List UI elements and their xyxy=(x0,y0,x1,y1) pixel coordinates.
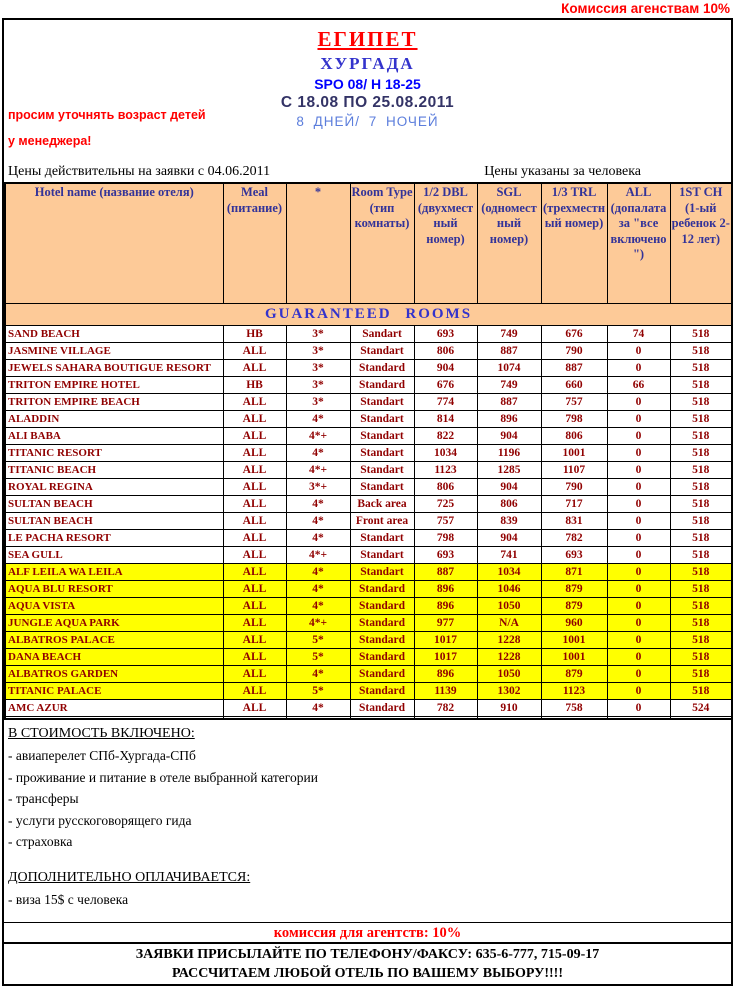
cell-sgl: 896 xyxy=(477,410,541,427)
table-row xyxy=(5,325,732,342)
cell-sgl: 1046 xyxy=(477,580,541,597)
cell-room: Standart xyxy=(350,427,414,444)
cell-dbl: 757 xyxy=(414,512,477,529)
cell-room: Standard xyxy=(350,665,414,682)
cell-ch: 518 xyxy=(670,563,732,580)
cell-all: 0 xyxy=(607,427,670,444)
cell-name: TRITON EMPIRE HOTEL xyxy=(5,376,223,393)
table-row xyxy=(5,546,732,563)
cell-ch: 518 xyxy=(670,682,732,699)
stub-cell xyxy=(5,716,223,719)
cell-name: SULTAN BEACH xyxy=(5,512,223,529)
cell-trl: 871 xyxy=(541,563,607,580)
stub-cell xyxy=(350,716,414,719)
cell-trl: 879 xyxy=(541,580,607,597)
sheet-footer xyxy=(4,922,731,984)
cell-stars: 4* xyxy=(286,444,350,461)
cell-ch: 518 xyxy=(670,342,732,359)
cell-trl: 1001 xyxy=(541,444,607,461)
cell-stars: 4* xyxy=(286,495,350,512)
cell-meal: ALL xyxy=(223,580,286,597)
cell-trl: 660 xyxy=(541,376,607,393)
cell-name: ALBATROS PALACE xyxy=(5,631,223,648)
table-row xyxy=(5,563,732,580)
cell-room: Front area xyxy=(350,512,414,529)
cell-name: TITANIC RESORT xyxy=(5,444,223,461)
table-row xyxy=(5,699,732,716)
cell-trl: 790 xyxy=(541,342,607,359)
cell-meal: ALL xyxy=(223,427,286,444)
cell-trl: 806 xyxy=(541,427,607,444)
table-row xyxy=(5,512,732,529)
cell-trl: 676 xyxy=(541,325,607,342)
cell-sgl: 1285 xyxy=(477,461,541,478)
table-row xyxy=(5,359,732,376)
cell-all: 0 xyxy=(607,461,670,478)
cell-sgl: 904 xyxy=(477,427,541,444)
cell-stars: 4* xyxy=(286,410,350,427)
cell-all: 0 xyxy=(607,393,670,410)
cell-meal: ALL xyxy=(223,597,286,614)
cell-dbl: 977 xyxy=(414,614,477,631)
cell-all: 66 xyxy=(607,376,670,393)
cell-ch: 518 xyxy=(670,376,732,393)
cell-room: Standart xyxy=(350,546,414,563)
cell-dbl: 798 xyxy=(414,529,477,546)
cell-name: SULTAN BEACH xyxy=(5,495,223,512)
table-row xyxy=(5,410,732,427)
col-meal: Meal (питание) xyxy=(223,183,286,303)
table-row xyxy=(5,495,732,512)
stub-cell xyxy=(286,716,350,719)
cell-sgl: 887 xyxy=(477,342,541,359)
trip-duration: 8 ДНЕЙ/ 7 НОЧЕЙ xyxy=(296,114,439,129)
cell-trl: 1001 xyxy=(541,648,607,665)
cell-stars: 4* xyxy=(286,699,350,716)
cell-all: 0 xyxy=(607,563,670,580)
children-age-note xyxy=(8,102,258,154)
cell-trl: 693 xyxy=(541,546,607,563)
cell-dbl: 896 xyxy=(414,665,477,682)
cell-ch: 518 xyxy=(670,359,732,376)
cell-meal: ALL xyxy=(223,461,286,478)
cell-trl: 879 xyxy=(541,665,607,682)
included-items xyxy=(8,745,731,853)
stub-cell xyxy=(607,716,670,719)
cell-all: 0 xyxy=(607,529,670,546)
cell-trl: 879 xyxy=(541,597,607,614)
cell-all: 0 xyxy=(607,631,670,648)
cell-stars: 4*+ xyxy=(286,614,350,631)
cell-trl: 1123 xyxy=(541,682,607,699)
cell-name: TRITON EMPIRE BEACH xyxy=(5,393,223,410)
table-row xyxy=(5,376,732,393)
cell-dbl: 896 xyxy=(414,580,477,597)
cell-room: Standart xyxy=(350,342,414,359)
table-row xyxy=(5,529,732,546)
cell-sgl: 749 xyxy=(477,325,541,342)
list-item: - трансферы xyxy=(8,791,79,806)
guaranteed-rooms-label: GUARANTEED ROOMS xyxy=(5,303,732,325)
cell-meal: ALL xyxy=(223,495,286,512)
cell-ch: 518 xyxy=(670,546,732,563)
table-row xyxy=(5,614,732,631)
cell-stars: 4* xyxy=(286,580,350,597)
cell-all: 0 xyxy=(607,410,670,427)
cell-dbl: 806 xyxy=(414,342,477,359)
cell-name: DANA BEACH xyxy=(5,648,223,665)
cell-trl: 717 xyxy=(541,495,607,512)
children-age-note-line2: у менеджера! xyxy=(8,134,92,148)
cell-ch: 518 xyxy=(670,444,732,461)
cell-name: SAND BEACH xyxy=(5,325,223,342)
cell-room: Standard xyxy=(350,699,414,716)
col-stars: * xyxy=(286,183,350,303)
cell-dbl: 1123 xyxy=(414,461,477,478)
cell-all: 0 xyxy=(607,512,670,529)
cell-ch: 518 xyxy=(670,665,732,682)
list-item: - проживание и питание в отеле выбранной категории xyxy=(8,769,318,785)
list-item: - авиаперелет СПб-Хургада-СПб xyxy=(8,748,196,763)
cell-room: Standard xyxy=(350,597,414,614)
cell-all: 0 xyxy=(607,546,670,563)
cell-sgl: 741 xyxy=(477,546,541,563)
cell-dbl: 693 xyxy=(414,546,477,563)
cell-sgl: 910 xyxy=(477,699,541,716)
cell-dbl: 676 xyxy=(414,376,477,393)
cell-meal: ALL xyxy=(223,444,286,461)
cell-dbl: 782 xyxy=(414,699,477,716)
cell-meal: ALL xyxy=(223,478,286,495)
cell-room: Standart xyxy=(350,393,414,410)
cell-name: ALADDIN xyxy=(5,410,223,427)
cell-dbl: 693 xyxy=(414,325,477,342)
city-title: ХУРГАДА xyxy=(320,54,415,73)
cell-ch: 518 xyxy=(670,461,732,478)
cell-ch: 518 xyxy=(670,597,732,614)
cell-all: 0 xyxy=(607,682,670,699)
cell-stars: 4* xyxy=(286,512,350,529)
cell-ch: 518 xyxy=(670,325,732,342)
cell-trl: 758 xyxy=(541,699,607,716)
cell-meal: ALL xyxy=(223,563,286,580)
cell-meal: ALL xyxy=(223,342,286,359)
cell-all: 0 xyxy=(607,359,670,376)
cell-sgl: 1050 xyxy=(477,665,541,682)
cell-name: AQUA VISTA xyxy=(5,597,223,614)
col-dbl: 1/2 DBL (двухместный номер) xyxy=(414,183,477,303)
cell-name: AQUA BLU RESORT xyxy=(5,580,223,597)
cell-sgl: 1034 xyxy=(477,563,541,580)
cell-trl: 790 xyxy=(541,478,607,495)
cell-trl: 1001 xyxy=(541,631,607,648)
cell-sgl: 904 xyxy=(477,478,541,495)
stub-cell xyxy=(477,716,541,719)
cell-trl: 798 xyxy=(541,410,607,427)
cell-ch: 518 xyxy=(670,410,732,427)
cell-all: 0 xyxy=(607,444,670,461)
cell-sgl: 749 xyxy=(477,376,541,393)
cell-sgl: 887 xyxy=(477,393,541,410)
col-room-type: Room Type (тип комнаты) xyxy=(350,183,414,303)
cell-meal: ALL xyxy=(223,682,286,699)
table-row xyxy=(5,648,732,665)
cell-room: Standard xyxy=(350,682,414,699)
cell-stars: 5* xyxy=(286,631,350,648)
cell-ch: 524 xyxy=(670,699,732,716)
cell-room: Standart xyxy=(350,410,414,427)
stub-cell xyxy=(414,716,477,719)
cell-room: Standard xyxy=(350,631,414,648)
cell-stars: 4* xyxy=(286,597,350,614)
cell-trl: 960 xyxy=(541,614,607,631)
table-row xyxy=(5,478,732,495)
cell-dbl: 1139 xyxy=(414,682,477,699)
table-row xyxy=(5,580,732,597)
extra-title: ДОПОЛНИТЕЛЬНО ОПЛАЧИВАЕТСЯ: xyxy=(8,869,251,885)
cell-ch: 518 xyxy=(670,648,732,665)
cell-trl: 887 xyxy=(541,359,607,376)
cell-room: Standard xyxy=(350,359,414,376)
cell-sgl: 1302 xyxy=(477,682,541,699)
cell-stars: 3* xyxy=(286,393,350,410)
cell-stars: 4*+ xyxy=(286,461,350,478)
cell-all: 0 xyxy=(607,614,670,631)
cell-stars: 3*+ xyxy=(286,478,350,495)
extra-items xyxy=(8,889,731,911)
stub-cell xyxy=(223,716,286,719)
cell-sgl: 839 xyxy=(477,512,541,529)
cell-ch: 518 xyxy=(670,580,732,597)
sheet-header xyxy=(4,20,731,162)
cell-room: Standard xyxy=(350,376,414,393)
list-item: - виза 15$ с человека xyxy=(8,891,129,907)
table-row xyxy=(5,631,732,648)
cell-meal: ALL xyxy=(223,631,286,648)
cell-all: 0 xyxy=(607,665,670,682)
cell-meal: ALL xyxy=(223,665,286,682)
date-range: С 18.08 ПО 25.08.2011 xyxy=(280,94,455,111)
cell-stars: 4* xyxy=(286,529,350,546)
cell-meal: HB xyxy=(223,376,286,393)
cell-sgl: 1074 xyxy=(477,359,541,376)
stub-cell xyxy=(541,716,607,719)
agent-commission-row: комиссия для агентств: 10% xyxy=(4,922,731,944)
cell-dbl: 1017 xyxy=(414,648,477,665)
cell-trl: 831 xyxy=(541,512,607,529)
table-row xyxy=(5,461,732,478)
cell-room: Sandart xyxy=(350,325,414,342)
per-person-note: Цены указаны за человека xyxy=(484,164,641,179)
cell-trl: 782 xyxy=(541,529,607,546)
cell-stars: 4* xyxy=(286,665,350,682)
cell-room: Standart xyxy=(350,478,414,495)
cell-meal: ALL xyxy=(223,410,286,427)
col-trl: 1/3 TRL (трехместный номер) xyxy=(541,183,607,303)
cell-dbl: 887 xyxy=(414,563,477,580)
table-row xyxy=(5,682,732,699)
cell-meal: ALL xyxy=(223,393,286,410)
list-item: - услуги русскоговорящего гида xyxy=(8,812,192,828)
cell-stars: 3* xyxy=(286,342,350,359)
table-row xyxy=(5,427,732,444)
requests-phone-line: ЗАЯВКИ ПРИСЫЛАЙТЕ ПО ТЕЛЕФОНУ/ФАКСУ: 635-6-777, 715-09-17 xyxy=(135,947,600,962)
col-first-child: 1ST CH (1-ый ребенок 2-12 лет) xyxy=(670,183,732,303)
cell-ch: 518 xyxy=(670,495,732,512)
country-title: ЕГИПЕТ xyxy=(317,27,418,51)
cell-dbl: 1017 xyxy=(414,631,477,648)
cell-room: Back area xyxy=(350,495,414,512)
cell-dbl: 806 xyxy=(414,478,477,495)
cell-name: SEA GULL xyxy=(5,546,223,563)
cell-trl: 1107 xyxy=(541,461,607,478)
cell-all: 74 xyxy=(607,325,670,342)
cell-stars: 5* xyxy=(286,648,350,665)
cell-meal: HB xyxy=(223,325,286,342)
cell-dbl: 1034 xyxy=(414,444,477,461)
cell-sgl: 1050 xyxy=(477,597,541,614)
any-hotel-line: РАССЧИТАЕМ ЛЮБОЙ ОТЕЛЬ ПО ВАШЕМУ ВЫБОРУ!!!! xyxy=(171,966,564,981)
stub-cell xyxy=(670,716,732,719)
table-row xyxy=(5,393,732,410)
cell-sgl: 1196 xyxy=(477,444,541,461)
cell-ch: 518 xyxy=(670,631,732,648)
cell-meal: ALL xyxy=(223,699,286,716)
cell-room: Standard xyxy=(350,580,414,597)
cell-stars: 5* xyxy=(286,682,350,699)
table-row xyxy=(5,665,732,682)
cell-sgl: 1228 xyxy=(477,648,541,665)
cell-stars: 3* xyxy=(286,359,350,376)
extra-section xyxy=(8,868,731,911)
cell-meal: ALL xyxy=(223,512,286,529)
cell-name: LE PACHA RESORT xyxy=(5,529,223,546)
cell-room: Standart xyxy=(350,461,414,478)
cell-dbl: 896 xyxy=(414,597,477,614)
cell-ch: 518 xyxy=(670,529,732,546)
cell-dbl: 774 xyxy=(414,393,477,410)
cell-all: 0 xyxy=(607,699,670,716)
cell-dbl: 814 xyxy=(414,410,477,427)
cell-all: 0 xyxy=(607,597,670,614)
cell-all: 0 xyxy=(607,648,670,665)
cell-dbl: 725 xyxy=(414,495,477,512)
cell-meal: ALL xyxy=(223,648,286,665)
cell-all: 0 xyxy=(607,342,670,359)
hotel-rows xyxy=(5,325,732,716)
cell-name: JASMINE VILLAGE xyxy=(5,342,223,359)
included-section xyxy=(4,720,731,910)
cell-room: Standard xyxy=(350,648,414,665)
col-sgl: SGL (одноместный номер) xyxy=(477,183,541,303)
cell-all: 0 xyxy=(607,495,670,512)
cell-room: Standard xyxy=(350,614,414,631)
cell-ch: 518 xyxy=(670,512,732,529)
included-title: В СТОИМОСТЬ ВКЛЮЧЕНО: xyxy=(8,726,195,741)
cell-name: ALF LEILA WA LEILA xyxy=(5,563,223,580)
cell-meal: ALL xyxy=(223,359,286,376)
children-age-note-line1: просим уточнять возраст детей xyxy=(8,108,206,122)
cell-room: Standart xyxy=(350,529,414,546)
cell-sgl: N/A xyxy=(477,614,541,631)
col-hotel-name: Hotel name (название отеля) xyxy=(5,183,223,303)
hotel-price-table xyxy=(4,182,733,720)
cell-name: JEWELS SAHARA BOUTIGUE RESORT xyxy=(5,359,223,376)
table-row xyxy=(5,597,732,614)
cell-ch: 518 xyxy=(670,614,732,631)
cell-trl: 757 xyxy=(541,393,607,410)
validity-note: Цены действительны на заявки с 04.06.2011 xyxy=(8,164,271,179)
cell-name: ROYAL REGINA xyxy=(5,478,223,495)
cell-dbl: 904 xyxy=(414,359,477,376)
cell-meal: ALL xyxy=(223,546,286,563)
table-header-row xyxy=(5,183,732,303)
cell-dbl: 822 xyxy=(414,427,477,444)
empty-stub-row xyxy=(5,716,732,719)
table-row xyxy=(5,444,732,461)
price-sheet xyxy=(2,18,733,986)
guaranteed-rooms-banner xyxy=(5,303,732,325)
cell-name: JUNGLE AQUA PARK xyxy=(5,614,223,631)
cell-room: Standart xyxy=(350,563,414,580)
cell-room: Standart xyxy=(350,444,414,461)
spo-code: SPO 08/ Н 18-25 xyxy=(314,76,421,92)
cell-stars: 4*+ xyxy=(286,546,350,563)
cell-name: ALI BABA xyxy=(5,427,223,444)
cell-all: 0 xyxy=(607,580,670,597)
cell-name: TITANIC BEACH xyxy=(5,461,223,478)
list-item: - страховка xyxy=(8,834,73,849)
cell-stars: 4* xyxy=(286,563,350,580)
cell-ch: 518 xyxy=(670,427,732,444)
cell-meal: ALL xyxy=(223,529,286,546)
cell-stars: 4*+ xyxy=(286,427,350,444)
cell-name: AMC AZUR xyxy=(5,699,223,716)
cell-ch: 518 xyxy=(670,393,732,410)
cell-stars: 3* xyxy=(286,376,350,393)
cell-meal: ALL xyxy=(223,614,286,631)
agency-commission-note: Комиссия агенствам 10% xyxy=(561,1,730,16)
col-all-inclusive: ALL (допалата за "все включено") xyxy=(607,183,670,303)
cell-all: 0 xyxy=(607,478,670,495)
cell-sgl: 806 xyxy=(477,495,541,512)
cell-sgl: 904 xyxy=(477,529,541,546)
cell-ch: 518 xyxy=(670,478,732,495)
cell-stars: 3* xyxy=(286,325,350,342)
cell-name: ALBATROS GARDEN xyxy=(5,665,223,682)
table-row xyxy=(5,342,732,359)
cell-sgl: 1228 xyxy=(477,631,541,648)
cell-name: TITANIC PALACE xyxy=(5,682,223,699)
